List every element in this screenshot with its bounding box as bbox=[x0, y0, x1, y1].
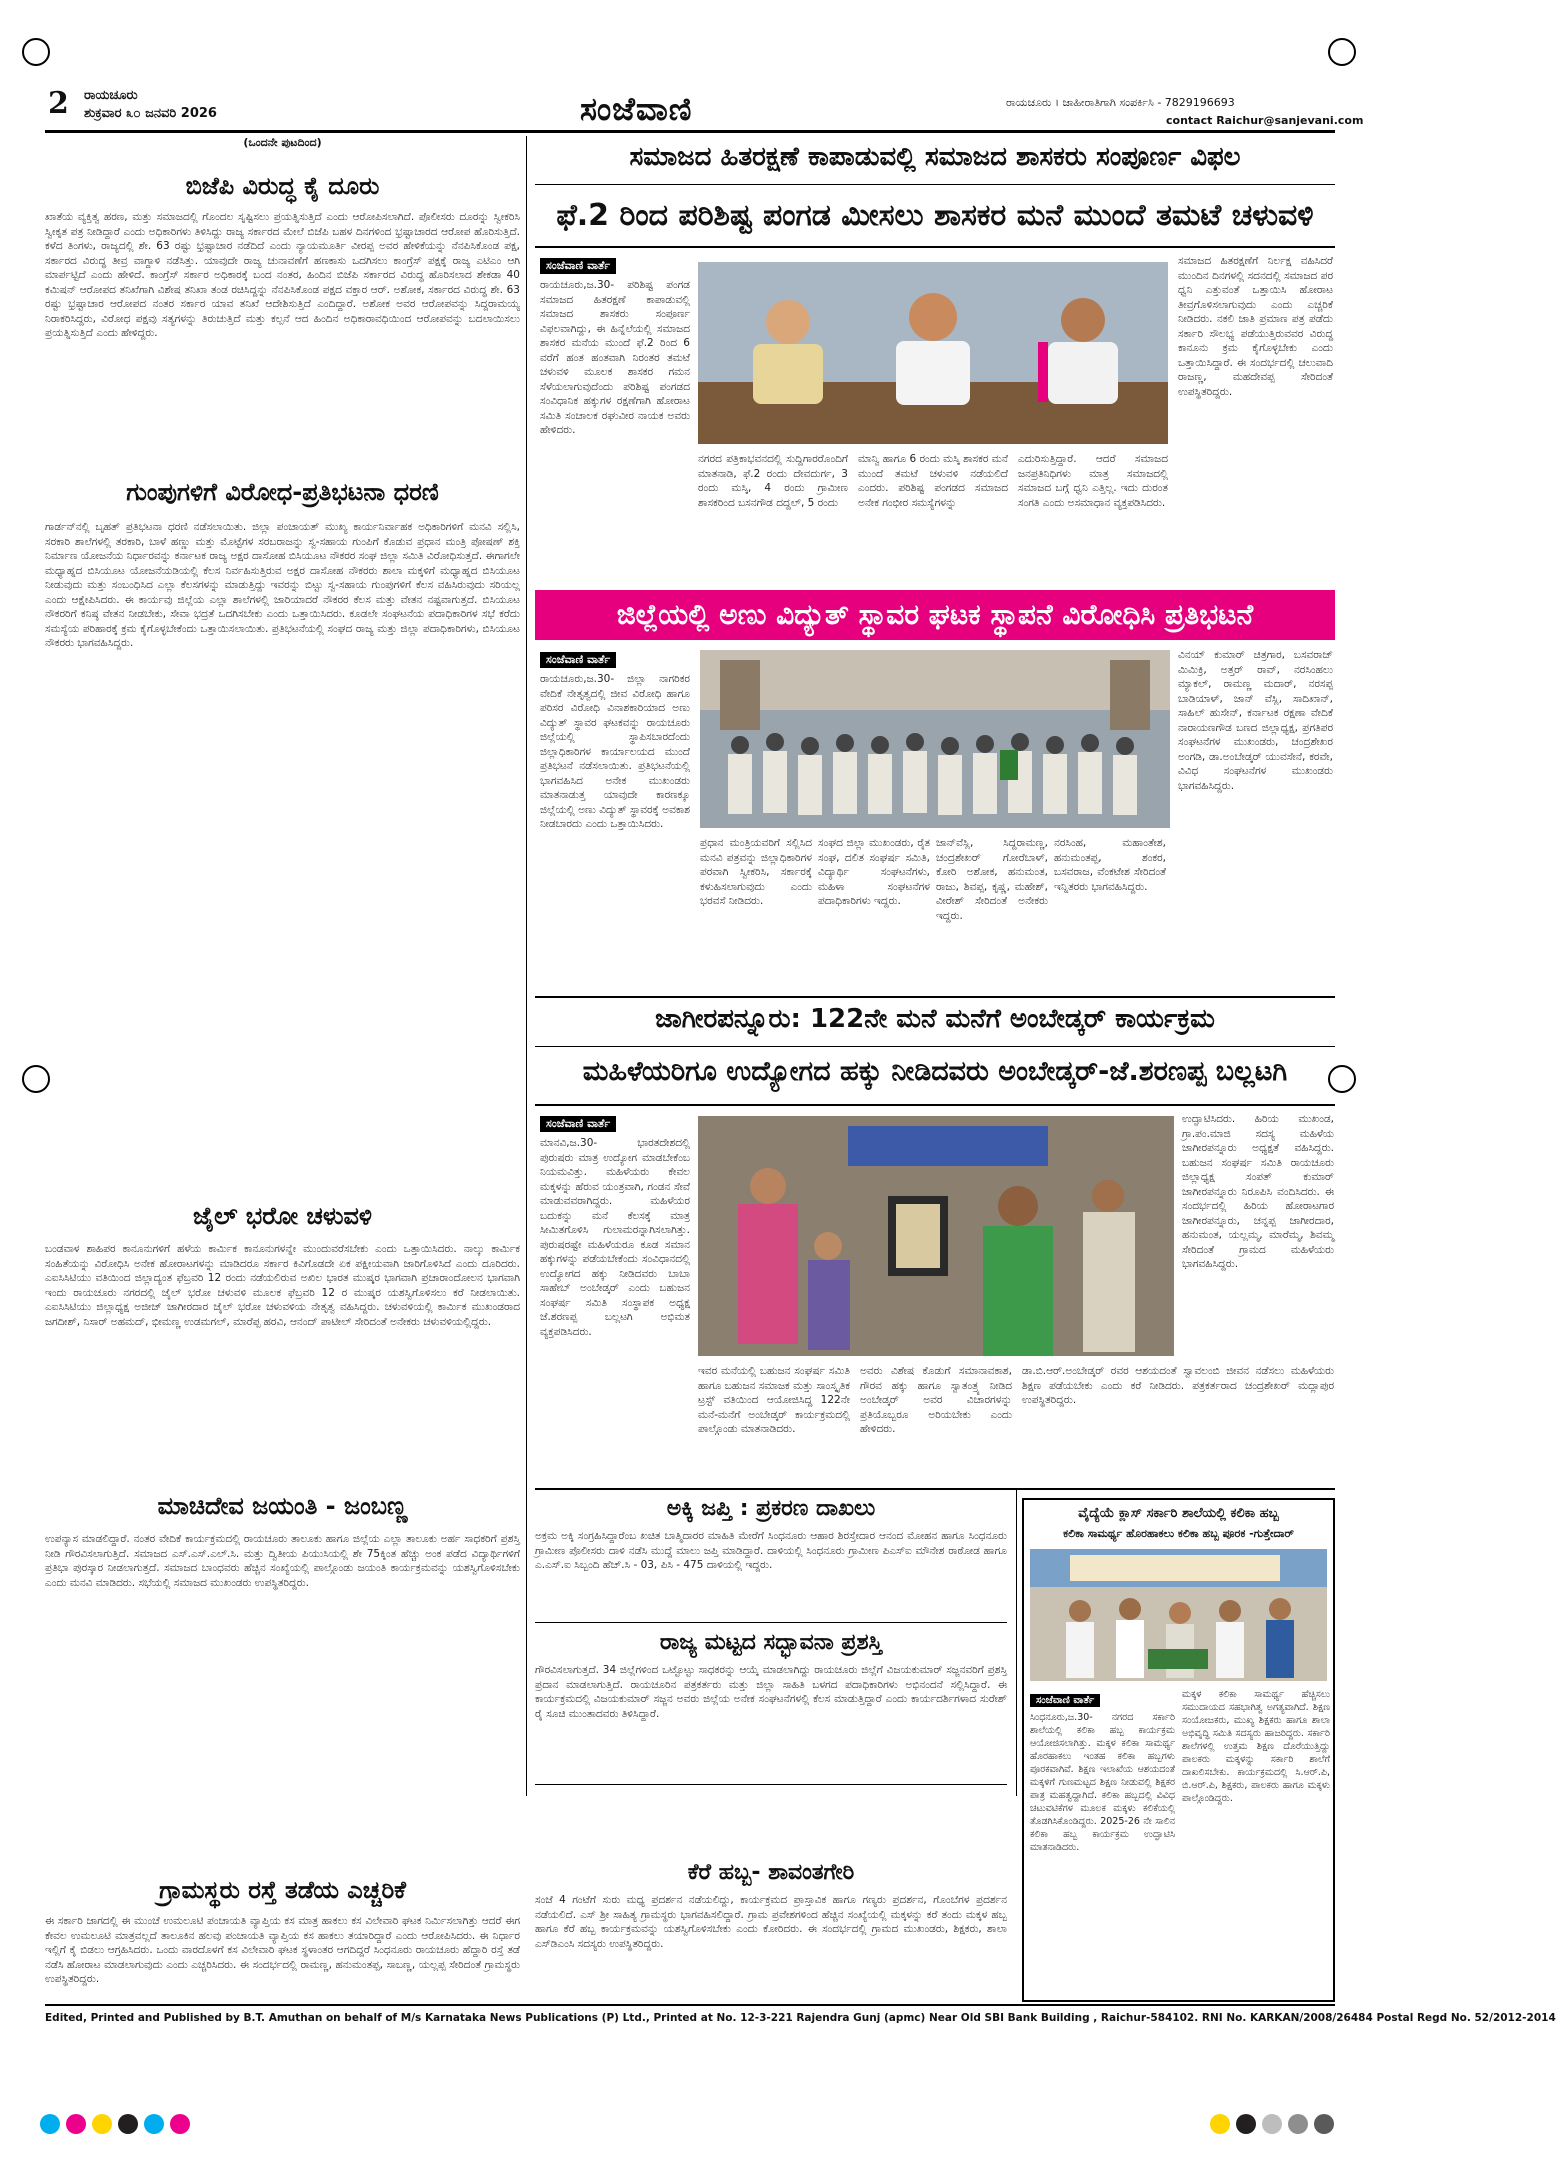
article-headline: ರಾಜ್ಯ ಮಟ್ಟದ ಸದ್ಭಾವನಾ ಪ್ರಶಸ್ತಿ bbox=[659, 1630, 883, 1655]
article-body: ಇವರ ಮನೆಯಲ್ಲಿ ಬಹುಜನ ಸಂಘರ್ಷ ಸಮಿತಿ ಹಾಗೂ ಬಹುಜನ ಸಮಾಜಕ ಮತ್ತು ಸಾಂಸ್ಕೃತಿಕ ಟ್ರಸ್ಟ್ ವತಿಯಿಂದ ಆಯೋಜಿಸಿದ್ದ 122ನೇ ಮನೆ-ಮನೆಗೆ ಅಂಬೇಡ್ಕರ್ ಕಾರ್ಯಕ್ರಮದಲ್ಲಿ ಪಾಲ್ಗೊಂಡು ಮಾತನಾಡಿದರು. bbox=[698, 1365, 850, 1435]
article-body: ನಗರದ ಪತ್ರಿಕಾಭವನದಲ್ಲಿ ಸುದ್ದಿಗಾರರೊಂದಿಗೆ ಮಾತನಾಡಿ, ಫೆ.2 ರಂದು ದೇವದುರ್ಗ, 3 ರಂದು ಮಸ್ಕಿ, 4 ರಂದು ಗ್ರಾಮೀಣ ಶಾಸಕರಿಂದ ಬಸನಗೌಡ ದದ್ದಲ್, 5 ರಂದು bbox=[698, 453, 848, 509]
article-body: ಖಾತೆಯ ವ್ಯಕ್ತಿತ್ವ ಹರಣ, ಮತ್ತು ಸಮಾಜದಲ್ಲಿ ಗೊಂದಲ ಸೃಷ್ಟಿಸಲು ಪ್ರಯತ್ನಿಸುತ್ತಿದೆ ಎಂದು ಆರೋಪಿಸಲಾಗಿದೆ. ಪೊಲೀಸರು ದೂರನ್ನು ಸ್ವೀಕರಿಸಿ ಸ್ವೀಕೃತ ಪತ್ರ ನೀಡಿದ್ದಾರೆ ಎಂದು ಅಧಿಕಾರಿಗಳು ತಿಳಿಸಿದ್ದು ರಾಜ್ಯ ಸರ್ಕಾರದ ಮೇಲೆ ಬಿಜೆಪಿ ಬಹಳ ದಿನಗಳಿಂದ ಭ್ರಷ್ಟಾಚಾರದ ಆರೋಪ ಹೊರಿಸುತ್ತಿದೆ. ಕಳೆದ ತಿಂಗಳು, ರಾಜ್ಯದಲ್ಲಿ ಶೇ. 63 ರಷ್ಟು ಭ್ರಷ್ಟಾಚಾರ ನಡೆದಿದೆ ಎಂದು ನ್ಯಾಯಮೂರ್ತಿ ವೀರಪ್ಪ ಅವರ ಹೇಳಿಕೆಯನ್ನು ನೆನಪಿಸಿಕೊಂಡ ಪಕ್ಷ, ಸರ್ಕಾರದ ವಿರುದ್ಧ ತೀವ್ರ ವಾಗ್ದಾಳಿ ನಡೆಸಿತ್ತು. ಯಾವುದೇ ರಾಜ್ಯ ಚುನಾವಣೆಗೆ ಹಣಕಾಸು ಒದಗಿಸಲು ಕಾಂಗ್ರೆಸ್ ಪಕ್ಷಕ್ಕೆ ರಾಜ್ಯ ಎಟಿಎಂ ಆಗಿ ಮಾರ್ಪಟ್ಟಿದೆ ಎಂದು ಹೇಳಿದೆ. ಕಾಂಗ್ರೆಸ್ ಸರ್ಕಾರ ಅಧಿಕಾರಕ್ಕೆ ಬಂದ ನಂತರ, ಹಿಂದಿನ ಬಿಜೆಪಿ ಸರ್ಕಾರದ ವಿರುದ್ಧ ಹೊರಿಸಲಾದ ಶೇಕಡಾ 40 ಕಮಿಷನ್ ಆರೋಪದ ತನಿಖೆಗಾಗಿ ವಿಶೇಷ ತನಿಖಾ ತಂಡ ರಚಿಸಿದ್ದನ್ನು ನೆನಪಿಸಿಕೊಂಡ ಪಕ್ಷದ ವಕ್ತಾರ ಆರ್. ಅಶೋಕ, ಸರ್ಕಾರದ ವಿರುದ್ಧ ಶೇ. 63 ರಷ್ಟು ಭ್ರಷ್ಟಾಚಾರ ಆರೋಪದ ನಂತರ ಸರ್ಕಾರ ಯಾವ ತನಿಖೆ ಆದೇಶಿಸುತ್ತಿದೆ ಎಂದಿದ್ದಾರೆ. ಅಶೋಕ ಅವರ ಆರೋಪವನ್ನು ಸಿದ್ದರಾಮಯ್ಯ ನಿರಾಕರಿಸಿದ್ದರು, ವಿರೋಧ ಪಕ್ಷವು ಸತ್ಯಗಳನ್ನು ತಿರುಚುತ್ತಿದೆ ಮತ್ತು ಕಲ್ಪನೆ ಆದ ಹಿಂದಿನ ಅಧಿಕಾರಾವಧಿಯಿಂದ ಆರೋಪವನ್ನು ಬದಲಾಯಿಸಲು ಪ್ರಯತ್ನಿಸುತ್ತಿದೆ ಎಂದು ಹೇಳಿದ್ದರು. bbox=[45, 211, 520, 339]
article-headline: ಗುಂಪುಗಳಿಗೆ ವಿರೋಧ-ಪ್ರತಿಭಟನಾ ಧರಣಿ bbox=[126, 478, 439, 506]
school-col-1 bbox=[1030, 1688, 1175, 2007]
article-body: ಸಿಂಧನೂರು,ಜ.30- ನಗರದ ಸರ್ಕಾರಿ ಶಾಲೆಯಲ್ಲಿ ಕಲಿಕಾ ಹಬ್ಬ ಕಾರ್ಯಕ್ರಮ ಆಯೋಜಿಸಲಾಗಿತ್ತು. ಮಕ್ಕಳ ಕಲಿಕಾ ಸಾಮರ್ಥ್ಯ ಹೊರಹಾಕಲು ಇಂತಹ ಕಲಿಕಾ ಹಬ್ಬಗಳು ಪೂರಕವಾಗಿವೆ. ಶಿಕ್ಷಣ ಇಲಾಖೆಯ ಆಶಯದಂತೆ ಮಕ್ಕಳಿಗೆ ಗುಣಮಟ್ಟದ ಶಿಕ್ಷಣ ನೀಡುವಲ್ಲಿ ಶಿಕ್ಷಕರ ಪಾತ್ರ ಮಹತ್ವದ್ದಾಗಿದೆ. ಕಲಿಕಾ ಹಬ್ಬದಲ್ಲಿ ವಿವಿಧ ಚಟುವಟಿಕೆಗಳ ಮೂಲಕ ಮಕ್ಕಳು ಕಲಿಕೆಯಲ್ಲಿ ತೊಡಗಿಸಿಕೊಂಡಿದ್ದರು. 2025-26 ನೇ ಸಾಲಿನ ಕಲಿಕಾ ಹಬ್ಬ ಕಾರ್ಯಕ್ರಮ ಉದ್ಘಾಟಿಸಿ ಮಾತನಾಡಿದರು. bbox=[1030, 1712, 1175, 1853]
article-body: ಈ ಸರ್ಕಾರಿ ಜಾಗದಲ್ಲಿ ಈ ಮುಂಚೆ ಉಮಲೂಟಿ ಪಂಚಾಯತಿ ವ್ಯಾಪ್ತಿಯ ಕಸ ಮಾತ್ರ ಹಾಕಲು ಕಸ ವಿಲೇವಾರಿ ಘಟಕ ನಿರ್ಮಿಸಲಾಗಿತ್ತು ಆದರೆ ಈಗ ಕೇವಲ ಉಮಲೂಟಿ ಮಾತ್ರವಲ್ಲದೆ ತಾಲೂಕಿನ ಹಲವು ಪಂಚಾಯತಿ ವ್ಯಾಪ್ತಿಯ ಕಸ ಹಾಕಲು ತಯಾರಿದ್ದಾರೆ ಎಂದು ಆರೋಪಿಸಿದರು. ಈ ನಿರ್ಧಾರ ಇಲ್ಲಿಗೆ ಕೈ ಬಿಡಲು ಆಗ್ರಹಿಸಿದರು. ಒಂದು ವಾರದೊಳಗೆ ಕಸ ವಿಲೇವಾರಿ ಘಟಕ ಸ್ಥಳಾಂತರ ಆಗದಿದ್ದರೆ ಸಿಂಧನೂರು ರಾಯಚೂರು ಹೆದ್ದಾರಿ ರಸ್ತೆ ತಡೆ ನಡೆಸಿ ಹೋರಾಟ ಮಾಡಲಾಗುವುದು ಎಂದು ಎಚ್ಚರಿಸಿದರು. ಈ ಸಂದರ್ಭದಲ್ಲಿ ರಾಮಣ್ಣ, ಹನುಮಂತಪ್ಪ, ಸಾಬಣ್ಣ, ಯಲ್ಲಪ್ಪ ಸೇರಿದಂತೆ ಗ್ರಾಮಸ್ಥರು ಉಪಸ್ಥಿತರಿದ್ದರು. bbox=[45, 1915, 520, 1985]
continued-note: (ಒಂದನೇ ಪುಟದಿಂದ) bbox=[243, 136, 322, 149]
color-swatch bbox=[1288, 2114, 1308, 2134]
contact-email: contact Raichur@sanjevani.com bbox=[1166, 114, 1364, 127]
article-body: ಅವರು ವಿಶೇಷ ಕೊಡುಗೆ ಸಮಾನಾವಕಾಶ, ಗೌರವ ಹಕ್ಕು ಹಾಗೂ ಸ್ವಾತಂತ್ರ್ಯ ನೀಡಿದ ಅಂಬೇಡ್ಕರ್ ಅವರ ವಿಚಾರಗಳನ್ನು ಪ್ರತಿಯೊಬ್ಬರೂ ಅರಿಯಬೇಕು ಎಂದು ಹೇಳಿದರು. bbox=[860, 1365, 1012, 1435]
ambedkar-kicker: ಜಾಗೀರಪನ್ನೂರು: 122ನೇ ಮನೆ ಮನೆಗೆ ಅಂಬೇಡ್ಕರ್ ಕಾರ್ಯಕ್ರಮ bbox=[655, 1004, 1215, 1034]
nuclear-headline-band: ಜಿಲ್ಲೆಯಲ್ಲಿ ಅಣು ವಿದ್ಯುತ್ ಸ್ಥಾವರ ಘಟಕ ಸ್ಥಾಪನೆ ವಿರೋಧಿಸಿ ಪ್ರತಿಭಟನೆ bbox=[535, 590, 1335, 640]
school-event-photo bbox=[1030, 1549, 1327, 1681]
color-bar-left bbox=[40, 2114, 196, 2138]
footer-rule bbox=[45, 2004, 1335, 2006]
rule bbox=[535, 1784, 1007, 1785]
edition-name: ರಾಯಚೂರು bbox=[84, 88, 138, 103]
rule bbox=[535, 184, 1335, 185]
color-swatch bbox=[1236, 2114, 1256, 2134]
article-headline: ಬಿಜೆಪಿ ವಿರುದ್ಧ ಕೈ ದೂರು bbox=[185, 172, 380, 200]
photo-illustration bbox=[698, 1116, 1174, 1356]
registration-mark bbox=[22, 38, 50, 66]
issue-date: ಶುಕ್ರವಾರ ೩೦ ಜನವರಿ 2026 bbox=[84, 106, 217, 121]
rule bbox=[535, 1622, 1007, 1623]
article-body: ಡಾ.ಬಿ.ಆರ್.ಅಂಬೇಡ್ಕರ್ ರವರ ಆಶಯದಂತೆ ಸ್ವಾವಲಂಬಿ ಜೀವನ ನಡೆಸಲು ಮಹಿಳೆಯರು ಶಿಕ್ಷಣ ಪಡೆಯಬೇಕು ಎಂದು ಕರೆ ನೀಡಿದರು. ಪತ್ರಕರ್ತರಾದ ಚಂದ್ರಶೇಖರ್ ಮದ್ಲಾಪುರ ಉಪಸ್ಥಿತರಿದ್ದರು. bbox=[1022, 1365, 1334, 1406]
article-body: ಮಾನವಿ,ಜ.30- ಭಾರತದೇಶದಲ್ಲಿ ಪುರುಷರು ಮಾತ್ರ ಉದ್ಯೋಗ ಮಾಡಬೇಕೆಂಬ ನಿಯಮವಿತ್ತು. ಮಹಿಳೆಯರು ಕೇವಲ ಮಕ್ಕಳನ್ನು ಹೆರುವ ಯಂತ್ರವಾಗಿ, ಗಂಡನ ಸೇವೆ ಮಾಡುವವರಾಗಿದ್ದರು. ಮಹಿಳೆಯರ ಬದುಕನ್ನು ಮನೆ ಕೆಲಸಕ್ಕೆ ಮಾತ್ರ ಸೀಮಿತಗೊಳಿಸಿ ಗುಲಾಮರನ್ನಾಗಿಸಲಾಗಿತ್ತು. ಪುರುಷರಷ್ಟೇ ಮಹಿಳೆಯರೂ ಕೂಡ ಸಮಾನ ಹಕ್ಕುಗಳನ್ನು ಪಡೆಯಬೇಕೆಂದು ಸಂವಿಧಾನದಲ್ಲಿ ಉದ್ಯೋಗದ ಹಕ್ಕು ನೀಡಿದವರು ಬಾಬಾ ಸಾಹೇಬ್ ಅಂಬೇಡ್ಕರ್ ಎಂದು ಬಹುಜನ ಸಂಘರ್ಷ ಸಮಿತಿ ಸಂಸ್ಥಾಪಕ ಅಧ್ಯಕ್ಷ ಜೆ.ಶರಣಪ್ಪ ಬಲ್ಲಟಗಿ ಅಭಿಮತ ವ್ಯಕ್ತಪಡಿಸಿದರು. bbox=[540, 1137, 690, 1338]
article-body: ಪ್ರಧಾನ ಮಂತ್ರಿಯವರಿಗೆ ಸಲ್ಲಿಸಿದ ಮನವಿ ಪತ್ರವನ್ನು ಜಿಲ್ಲಾಧಿಕಾರಿಗಳ ಪರವಾಗಿ ಸ್ವೀಕರಿಸಿ, ಸರ್ಕಾರಕ್ಕೆ ಕಳುಹಿಸಲಾಗುವುದು ಎಂದು ಭರವಸೆ ನೀಡಿದರು. bbox=[700, 837, 812, 907]
article-body: ಸಂಘದ ಜಿಲ್ಲಾ ಮುಖಂಡರು, ರೈತ ಸಂಘ, ದಲಿತ ಸಂಘರ್ಷ ಸಮಿತಿ, ವಿದ್ಯಾರ್ಥಿ ಸಂಘಟನೆಗಳು, ಮಹಿಳಾ ಸಂಘಟನೆಗಳ ಪದಾಧಿಕಾರಿಗಳು ಇದ್ದರು. bbox=[818, 837, 930, 907]
color-swatch bbox=[170, 2114, 190, 2134]
article-body: ಜಾನ್‌ವೆಸ್ಲಿ, ಸಿದ್ದರಾಮಣ್ಣ, ಚಂದ್ರಶೇಖರ್ ಗೋರೆಬಾಳ್, ಕೋರಿ ಅಶೋಕ, ಹನುಮಂತ, ರಾಜು, ಶಿವಪ್ಪ, ಕೃಷ್ಣ, ಮಹೇಶ್, ವೀರೇಶ್ ಸೇರಿದಂತೆ ಅನೇಕರು ಇದ್ದರು. bbox=[936, 837, 1048, 922]
article-body: ಉದ್ಘಾಟಿಸಿದರು. ಹಿರಿಯ ಮುಖಂಡ, ಗ್ರಾ.ಪಂ.ಮಾಜಿ ಸದಸ್ಯ ಮಹಿಳೆಯ ಜಾಗೀರಪನ್ನೂರು ಅಧ್ಯಕ್ಷತೆ ವಹಿಸಿದ್ದರು. ಬಹುಜನ ಸಂಘರ್ಷ ಸಮಿತಿ ರಾಯಚೂರು ಜಿಲ್ಲಾಧ್ಯಕ್ಷ ಸಂಪತ್ ಕುಮಾರ್ ಜಾಗೀರಪನ್ನೂರು ನಿರೂಪಿಸಿ ವಂದಿಸಿದರು. ಈ ಸಂದರ್ಭದಲ್ಲಿ ಹಿರಿಯ ಹೋರಾಟಗಾರ ಜಾಗೀರಪನ್ನೂರು, ಚನ್ನಪ್ಪ ಜಾಗೀರದಾರ, ಹನುಮಂತ, ಯಲ್ಲಮ್ಮ, ಮಾರೆಮ್ಮ, ಶಿವಮ್ಮ ಸೇರಿದಂತೆ ಗ್ರಾಮದ ಮಹಿಳೆಯರು ಭಾಗವಹಿಸಿದ್ದರು. bbox=[1182, 1113, 1334, 1270]
color-swatch bbox=[144, 2114, 164, 2134]
article-body: ನರಸಿಂಹ, ಮಹಾಂತೇಶ, ಹನುಮಂತಪ್ಪ, ಶಂಕರ, ಬಸವರಾಜ, ವೆಂಕಟೇಶ ಸೇರಿದಂತೆ ಇನ್ನಿತರರು ಭಾಗವಹಿಸಿದ್ದರು. bbox=[1054, 837, 1166, 893]
nuclear-col-1 bbox=[540, 648, 690, 1008]
fair-story bbox=[535, 1860, 1007, 2009]
ambedkar-event-photo bbox=[698, 1116, 1174, 1356]
article-body: ಗಾರ್ಡನ್‌ನಲ್ಲಿ ಬೃಹತ್ ಪ್ರತಿಭಟನಾ ಧರಣಿ ನಡೆಸಲಾಯಿತು. ಜಿಲ್ಲಾ ಪಂಚಾಯತ್ ಮುಖ್ಯ ಕಾರ್ಯನಿರ್ವಾಹಕ ಅಧಿಕಾರಿಗಳಿಗೆ ಮನವಿ ಸಲ್ಲಿಸಿ, ಸರಕಾರಿ ಶಾಲೆಗಳಲ್ಲಿ ತರಕಾರಿ, ಬಾಳೆ ಹಣ್ಣು ಮತ್ತು ಮೊಟ್ಟೆಗಳ ಸರಬರಾಜನ್ನು ಸ್ವ-ಸಹಾಯ ಗುಂಪಿಗೆ ಕೊಡುವ ಪ್ರಧಾನ ಮಂತ್ರಿ ಪೋಷಣ್ ಶಕ್ತಿ ನಿರ್ಮಾಣ ಯೋಜನೆಯ ನಿರ್ಧಾರವನ್ನು ಕರ್ನಾಟಕ ರಾಜ್ಯ ಅಕ್ಷರ ದಾಸೋಹ ಬಿಸಿಯೂಟ ನೌಕರರ ಸಂಘ ಜಿಲ್ಲಾ ಸಮಿತಿ ವಿರೋಧಿಸುತ್ತದೆ. ಈಗಾಗಲೇ ಮಧ್ಯಾಹ್ನದ ಬಿಸಿಯೂಟ ಯೋಜನೆಯಡಿಯಲ್ಲಿ ಕೆಲಸ ನಿರ್ವಹಿಸುತ್ತಿರುವ ಅಕ್ಷರ ದಾಸೋಹ ನೌಕರರು ಶಾಲಾ ಮಕ್ಕಳಿಗೆ ಮಧ್ಯಾಹ್ನದ ಬಿಸಿಯೂಟ ನೀಡುವುದು ಮತ್ತು ಸಂಬಂಧಿಸಿದ ಎಲ್ಲಾ ಕೆಲಸಗಳನ್ನು ಮಾಡುತ್ತಿದ್ದು ಇವರನ್ನು ಬಿಟ್ಟು ಸ್ವ-ಸಹಾಯ ಗುಂಪುಗಳಿಗೆ ಕೆಲಸ ವಹಿಸಿರುವುದು ಸರಿಯಲ್ಲ ಎಂದು ಆಕ್ಷೇಪಿಸಿದರು. ಈ ಕಾರ್ಯವು ಜಿಲ್ಲೆಯ ಎಲ್ಲಾ ಶಾಲೆಗಳಲ್ಲಿ ಜಾರಿಯಾದರೆ ನೌಕರರ ಕೆಲಸ ಮತ್ತು ವೇತನ ನಷ್ಟವಾಗುತ್ತದೆ. ಬಿಸಿಯೂಟ ನೌಕರರಿಗೆ ಕನಿಷ್ಠ ವೇತನ ನೀಡಬೇಕು, ಸೇವಾ ಭದ್ರತೆ ಒದಗಿಸಬೇಕು ಎಂದು ಒತ್ತಾಯಿಸಿದರು. ಕೂಡಲೇ ಸಂಘಟನೆಯ ಪದಾಧಿಕಾರಿಗಳ ಸಭೆ ಕರೆದು ಸಮಸ್ಯೆಯ ಪರಿಹಾರಕ್ಕೆ ಕ್ರಮ ಕೈಗೊಳ್ಳಬೇಕೆಂದು ಒತ್ತಾಯಿಸಲಾಯಿತು. ಪ್ರತಿಭಟನೆಯಲ್ಲಿ ಸಂಘದ ರಾಜ್ಯ ಮತ್ತು ಜಿಲ್ಲಾ ಪದಾಧಿಕಾರಿಗಳು, ಬಿಸಿಯೂಟ ನೌಕರರು ಭಾಗವಹಿಸಿದ್ದರು. bbox=[45, 521, 520, 649]
ambedkar-col-right bbox=[1182, 1112, 1334, 1358]
rule bbox=[535, 996, 1335, 998]
color-bar-right bbox=[1210, 2114, 1340, 2138]
lead-kicker: ಸಮಾಜದ ಹಿತರಕ್ಷಣೆ ಕಾಪಾಡುವಲ್ಲಿ ಸಮಾಜದ ಶಾಸಕರು ಸಂಪೂರ್ಣ ವಿಫಲ bbox=[629, 142, 1241, 172]
article-body: ರಾಯಚೂರು,ಜ.30- ಜಿಲ್ಲಾ ನಾಗರಿಕರ ವೇದಿಕೆ ನೇತೃತ್ವದಲ್ಲಿ ಜೀವ ವಿರೋಧಿ ಹಾಗೂ ಪರಿಸರ ವಿರೋಧಿ ವಿನಾಶಕಾರಿಯಾದ ಅಣು ವಿದ್ಯುತ್ ಸ್ಥಾವರ ಘಟಕವನ್ನು ರಾಯಚೂರು ಜಿಲ್ಲೆಯಲ್ಲಿ ಸ್ಥಾಪಿಸಬಾರದೆಂದು ಜಿಲ್ಲಾಧಿಕಾರಿಗಳ ಕಾರ್ಯಾಲಯದ ಮುಂದೆ ಪ್ರತಿಭಟನೆ ನಡೆಸಲಾಯಿತು. ಪ್ರತಿಭಟನೆಯಲ್ಲಿ ಭಾಗವಹಿಸಿದ ಅನೇಕ ಮುಖಂಡರು ಮಾತನಾಡುತ್ತ ಯಾವುದೇ ಕಾರಣಕ್ಕೂ ಜಿಲ್ಲೆಯಲ್ಲಿ ಅಣು ವಿದ್ಯುತ್ ಸ್ಥಾವರಕ್ಕೆ ಅವಕಾಶ ನೀಡಬಾರದು ಎಂದು ಒತ್ತಾಯಿಸಿದರು. bbox=[540, 673, 690, 830]
color-swatch bbox=[66, 2114, 86, 2134]
article-body: ಮಾನ್ವಿ ಹಾಗೂ 6 ರಂದು ಮಸ್ಕಿ ಶಾಸಕರ ಮನೆ ಮುಂದೆ ತಮಟೆ ಚಳುವಳಿ ನಡೆಯಲಿದೆ ಎಂದರು. ಪರಿಶಿಷ್ಟ ಪಂಗಡದ ಸಮಾಜದ ಅನೇಕ ಗಂಭೀರ ಸಮಸ್ಯೆಗಳನ್ನು bbox=[858, 453, 1008, 509]
photo-illustration bbox=[700, 650, 1170, 828]
school-headline: ಕಲಿಕಾ ಸಾಮರ್ಥ್ಯ ಹೊರಹಾಕಲು ಕಲಿಕಾ ಹಬ್ಬ ಪೂರಕ -ಗುತ್ತೇದಾರ್ bbox=[1063, 1527, 1294, 1540]
article-body: ಉಪನ್ಯಾಸ ಮಾಡಲಿದ್ದಾರೆ. ನಂತರ ವೇದಿಕೆ ಕಾರ್ಯಕ್ರಮದಲ್ಲಿ ರಾಯಚೂರು ತಾಲೂಕು ಹಾಗೂ ಜಿಲ್ಲೆಯ ಎಲ್ಲಾ ತಾಲೂಕು ಅರ್ಹ ಸಾಧಕರಿಗೆ ಪ್ರಶಸ್ತಿ ನೀಡಿ ಗೌರವಿಸಲಾಗುತ್ತಿದೆ. ಸಮಾಜದ ಎಸ್.ಎಸ್.ಎಲ್.ಸಿ. ಮತ್ತು ದ್ವಿತೀಯ ಪಿಯುಸಿಯಲ್ಲಿ ಶೇ 75ಕ್ಕಿಂತ ಹೆಚ್ಚು ಅಂಕ ಪಡೆದ ವಿದ್ಯಾರ್ಥಿಗಳಿಗೆ ಪ್ರತಿಭಾ ಪುರಸ್ಕಾರ ನೀಡಲಾಗುತ್ತದೆ. ಸಮಾಜದ ಬಾಂಧವರು ಹೆಚ್ಚಿನ ಸಂಖ್ಯೆಯಲ್ಲಿ ಪಾಲ್ಗೊಂಡು ಜಯಂತಿ ಕಾರ್ಯಕ್ರಮವನ್ನು ಯಶಸ್ವಿಗೊಳಿಸಬೇಕು ಎಂದು ಮನವಿ ಮಾಡಿದರು. ಸಭೆಯಲ್ಲಿ ಸಮಾಜದ ಮುಖಂಡರು ಉಪಸ್ಥಿತರಿದ್ದರು. bbox=[45, 1533, 520, 1589]
protest-photo bbox=[700, 650, 1170, 828]
logo: ಸಂಜೆವಾಣಿ bbox=[580, 90, 693, 128]
article-body: ಬಂಡವಾಳ ಶಾಹಿಪರ ಕಾನೂನುಗಳಿಗೆ ಹಳೆಯ ಕಾರ್ಮಿಕ ಕಾನೂನುಗಳನ್ನೇ ಮುಂದುವರೆಸಬೇಕು ಎಂದು ಒತ್ತಾಯಿಸಿದರು. ನಾಲ್ಕು ಕಾರ್ಮಿಕ ಸಂಹಿತೆಯನ್ನು ವಿರೋಧಿಸಿ ಅನೇಕ ಹೋರಾಟಗಳನ್ನು ಮಾಡಿದರೂ ಸರ್ಕಾರ ಕಿವಿಗೊಡದೇ ಏಕ ಪಕ್ಷೀಯವಾಗಿ ಜಾರಿಗೊಳಿಸಿದೆ ಎಂದು ದೂರಿದರು. ಎಐಸಿಸಿಟಿಯು ವತಿಯಿಂದ ಜಿಲ್ಲಾದ್ಯಂತ ಫೆಬ್ರವರಿ 12 ರಂದು ನಡೆಯಲಿರುವ ಅಖಿಲ ಭಾರತ ಮುಷ್ಕರ ಭಾಗವಾಗಿ ಪ್ರಚಾರಾಂದೋಲನ ಭಾಗವಾಗಿ ಇಂದು ರಾಯಚೂರು ನಗರದಲ್ಲಿ ಜೈಲ್ ಭರೋ ಚಳುವಳಿ ಮೂಲಕ ಫೆಬ್ರವರಿ 12 ರ ಮುಷ್ಕರ ಯಶಸ್ವಿಗೊಳಿಸಲು ಕರೆ ನೀಡಲಾಯಿತು. ಎಐಸಿಸಿಟಿಯು ಜಿಲ್ಲಾಧ್ಯಕ್ಷ ಅಜೀಜ್ ಜಾಗೀರದಾರ ಜೈಲ್ ಭರೋ ಚಳುವಳಿಯ ನೇತೃತ್ವ ವಹಿಸಿದ್ದರು. ಚಳುವಳಿಯಲ್ಲಿ ಕಾರ್ಮಿಕ ಮುಖಂಡರಾದ ಜಗದೀಶ್, ನಿಸಾರ್ ಅಹಮದ್, ಭೀಮಣ್ಣ ಉಡಮಗಲ್, ಮಾರೆಪ್ಪ ಹರವಿ, ಆನಂದ್ ಪಾಟೀಲ್ ಸೇರಿದಂತೆ ಅನೇಕರು ಚಳುವಳಿಯಲ್ಲಿದ್ದರು. bbox=[45, 1243, 520, 1328]
rice-story bbox=[535, 1496, 1007, 1615]
color-swatch bbox=[40, 2114, 60, 2134]
photo-illustration bbox=[1030, 1549, 1327, 1681]
byline-tag: ಸಂಜೆವಾಣಿ ವಾರ್ತೆ bbox=[1030, 1694, 1100, 1707]
byline-tag: ಸಂಜೆವಾಣಿ ವಾರ್ತೆ bbox=[540, 258, 616, 274]
byline-tag: ಸಂಜೆವಾಣಿ ವಾರ್ತೆ bbox=[540, 1116, 616, 1132]
left-column bbox=[45, 136, 520, 1985]
nuclear-col-right bbox=[1178, 648, 1333, 994]
column-divider bbox=[526, 136, 527, 1796]
rule bbox=[535, 1104, 1335, 1106]
press-meet-photo bbox=[698, 262, 1168, 444]
color-swatch bbox=[92, 2114, 112, 2134]
article-body: ಎದುರಿಸುತ್ತಿದ್ದಾರೆ. ಆದರೆ ಸಮಾಜದ ಜನಪ್ರತಿನಿಧಿಗಳು ಮಾತ್ರ ಸಮಾಜದಲ್ಲಿ ಸಮಾಜದ ಬಗ್ಗೆ ಧ್ವನಿ ಎತ್ತಿಲ್ಲ. ಇದು ದುರಂತ ಸಂಗತಿ ಎಂದು ಅಸಮಾಧಾನ ವ್ಯಕ್ತಪಡಿಸಿದರು. bbox=[1018, 453, 1168, 509]
color-swatch bbox=[1210, 2114, 1230, 2134]
color-swatch bbox=[118, 2114, 138, 2134]
photo-illustration bbox=[698, 262, 1168, 444]
lead-col-1 bbox=[540, 254, 690, 612]
article-body: ವಿನಯ್ ಕುಮಾರ್ ಚಿತ್ರಗಾರ, ಬಸವರಾಜ್ ಮಿಮಿಕ್ರಿ, ಅತ್ತರ್ ರಾವ್, ನರಸಿಂಹಲು ಮ್ಯಾಕಲ್, ರಾಮಣ್ಣ ಮದಾರ್, ನರಸಪ್ಪ ಬಾಡಿಯಾಳ್, ಜಾನ್ ವೆಸ್ಲಿ, ಸಾದಿಖಾನ್, ಸಾಹಿಲ್ ಹುಸೇನ್, ಕರ್ನಾಟಕ ರಕ್ಷಣಾ ವೇದಿಕೆ ನಾರಾಯಣಗೌಡ ಬಣದ ಜಿಲ್ಲಾಧ್ಯಕ್ಷ, ಪ್ರಗತಿಪರ ಸಂಘಟನೆಗಳ ಮುಖಂಡರು, ಚಂದ್ರಶೇಖರ ಅಂಗಡಿ, ಡಾ.ಅಂಬೇಡ್ಕರ್ ಯುವಸೇನೆ, ಕರವೇ, ವಿವಿಧ ಸಂಘಟನೆಗಳ ಮುಖಂಡರು ಭಾಗವಹಿಸಿದ್ದರು. bbox=[1178, 649, 1333, 792]
article-body: ರಾಯಚೂರು,ಜ.30- ಪರಿಶಿಷ್ಟ ಪಂಗಡ ಸಮಾಜದ ಹಿತರಕ್ಷಣೆ ಕಾಪಾಡುವಲ್ಲಿ ಸಮಾಜದ ಶಾಸಕರು ಸಂಪೂರ್ಣ ವಿಫಲವಾಗಿದ್ದು, ಈ ಹಿನ್ನೆಲೆಯಲ್ಲಿ ಸಮಾಜದ ಶಾಸಕರ ಮನೆಯ ಮುಂದೆ ಫೆ.2 ರಿಂದ 6 ವರೆಗೆ ಹಂತ ಹಂತವಾಗಿ ನಿರಂತರ ತಮಟೆ ಚಳುವಳಿ ಮೂಲಕ ಶಾಸಕರ ಗಮನ ಸೆಳೆಯಲಾಗುವುದೆಂದು ಪರಿಶಿಷ್ಟ ಪಂಗಡದ ಸಂವಿಧಾನಿಕ ಹಕ್ಕುಗಳ ರಕ್ಷಣೆಗಾಗಿ ಹೋರಾಟ ಸಮಿತಿ ಸಂಚಾಲಕ ರಘುವೀರ ನಾಯಕ ಅವರು ಹೇಳಿದರು. bbox=[540, 279, 690, 436]
column-divider bbox=[1016, 1490, 1017, 1796]
article-body: ಮಕ್ಕಳ ಕಲಿಕಾ ಸಾಮರ್ಥ್ಯ ಹೆಚ್ಚಿಸಲು ಸಮುದಾಯದ ಸಹಭಾಗಿತ್ವ ಅಗತ್ಯವಾಗಿದೆ. ಶಿಕ್ಷಣ ಸಂಯೋಜಕರು, ಮುಖ್ಯ ಶಿಕ್ಷಕರು ಹಾಗೂ ಶಾಲಾ ಅಭಿವೃದ್ಧಿ ಸಮಿತಿ ಸದಸ್ಯರು ಹಾಜರಿದ್ದರು. ಸರ್ಕಾರಿ ಶಾಲೆಗಳಲ್ಲಿ ಉತ್ತಮ ಶಿಕ್ಷಣ ದೊರೆಯುತ್ತಿದ್ದು ಪಾಲಕರು ಮಕ್ಕಳನ್ನು ಸರ್ಕಾರಿ ಶಾಲೆಗೆ ದಾಖಲಿಸಬೇಕು. ಕಾರ್ಯಕ್ರಮದಲ್ಲಿ ಸಿ.ಆರ್.ಪಿ, ಬಿ.ಆರ್.ಪಿ, ಶಿಕ್ಷಕರು, ಪಾಲಕರು ಹಾಗೂ ಮಕ್ಕಳು ಪಾಲ್ಗೊಂಡಿದ್ದರು. bbox=[1182, 1689, 1330, 1804]
color-swatch bbox=[1314, 2114, 1334, 2134]
rule bbox=[535, 1046, 1335, 1047]
lead-col-right bbox=[1178, 254, 1333, 588]
harmony-story bbox=[535, 1630, 1007, 1777]
ambedkar-col-1 bbox=[540, 1112, 690, 1468]
page-number: 2 bbox=[48, 86, 69, 121]
article-headline: ಕೆರೆ ಹಬ್ಬ- ಶಾವಂತಗೇರಿ bbox=[687, 1860, 855, 1885]
rule bbox=[535, 246, 1335, 248]
byline-tag: ಸಂಜೆವಾಣಿ ವಾರ್ತೆ bbox=[540, 652, 616, 668]
ambedkar-headline: ಮಹಿಳೆಯರಿಗೂ ಉದ್ಯೋಗದ ಹಕ್ಕು ನೀಡಿದವರು ಅಂಬೇಡ್ಕರ್-ಜೆ.ಶರಣಪ್ಪ ಬಲ್ಲಟಗಿ bbox=[582, 1056, 1288, 1087]
article-headline: ಮಾಚಿದೇವ ಜಯಂತಿ - ಜಂಬಣ್ಣ bbox=[157, 1492, 408, 1520]
registration-mark bbox=[1328, 38, 1356, 66]
rule bbox=[535, 1488, 1335, 1490]
masthead-rule bbox=[45, 130, 1335, 133]
color-swatch bbox=[1262, 2114, 1282, 2134]
lead-headline: ಫೆ.2 ರಿಂದ ಪರಿಶಿಷ್ಟ ಪಂಗಡ ಮೀಸಲು ಶಾಸಕರ ಮನೆ ಮುಂದೆ ತಮಟೆ ಚಳುವಳಿ bbox=[556, 198, 1314, 233]
school-kicker: ವೈದ್ಯೆಯೆ ಕ್ಲಾಸ್ ಸರ್ಕಾರಿ ಶಾಲೆಯಲ್ಲಿ ಕಲಿಕಾ ಹಬ್ಬ bbox=[1078, 1506, 1279, 1521]
article-body: ಗೌರವಿಸಲಾಗುತ್ತದೆ. 34 ಜಿಲ್ಲೆಗಳಿಂದ ಒಟ್ಟೊಟ್ಟು ಸಾಧಕರನ್ನು ಆಯ್ಕೆ ಮಾಡಲಾಗಿದ್ದು ರಾಯಚೂರು ಜಿಲ್ಲೆಗೆ ವಿಜಯಕುಮಾರ್ ಸಜ್ಜನವರಿಗೆ ಪ್ರಶಸ್ತಿ ಪ್ರದಾನ ಮಾಡಲಾಗುತ್ತಿದೆ. ರಾಯಚೂರಿನ ಪತ್ರಕರ್ತರು ಮತ್ತು ಜಿಲ್ಲಾ ಸಾಹಿತಿ ಬಳಗದ ಪದಾಧಿಕಾರಿಗಳು ಅಭಿನಂದನೆ ಸಲ್ಲಿಸಿದ್ದಾರೆ. ಈ ಕಾರ್ಯಕ್ರಮದಲ್ಲಿ ವಿಜಯಕುಮಾರ್ ಸಜ್ಜನ ಅವರು ಜಿಲ್ಲೆಯ ಅನೇಕ ಸಂಘಟನೆಗಳಲ್ಲಿ ಕೆಲಸ ಮಾಡುತ್ತಿದ್ದಾರೆ ಎಂದು ಕಾರ್ಯದರ್ಶಿಗಳಾದ ಸುರೇಶ್ ರೈ ಸೂಚಿ ಮುಂತಾದವರು ತಿಳಿಸಿದ್ದಾರೆ. bbox=[535, 1664, 1007, 1720]
advert-contact: ರಾಯಚೂರು । ಜಾಹೀರಾತಿಗಾಗಿ ಸಂಪರ್ಕಿಸಿ - 7829196693 bbox=[1006, 96, 1235, 109]
article-headline: ಗ್ರಾಮಸ್ಥರು ರಸ್ತೆ ತಡೆಯ ಎಚ್ಚರಿಕೆ bbox=[159, 1876, 406, 1904]
school-story-box bbox=[1022, 1498, 1335, 2002]
article-body: ಸಮಾಜದ ಹಿತರಕ್ಷಣೆಗೆ ನಿರ್ಲಕ್ಷ ವಹಿಸಿದರೆ ಮುಂದಿನ ದಿನಗಳಲ್ಲಿ ಸದನದಲ್ಲಿ ಸಮಾಜದ ಪರ ಧ್ವನಿ ಎತ್ತುವಂತೆ ಒತ್ತಾಯಿಸಿ ಹೋರಾಟ ತೀವ್ರಗೊಳಿಸಲಾಗುವುದು ಎಂದು ಎಚ್ಚರಿಕೆ ನೀಡಿದರು. ನಕಲಿ ಜಾತಿ ಪ್ರಮಾಣ ಪತ್ರ ಪಡೆದು ಸರ್ಕಾರಿ ಸೌಲಭ್ಯ ಪಡೆಯುತ್ತಿರುವವರ ವಿರುದ್ಧ ಕಾನೂನು ಕ್ರಮ ಕೈಗೊಳ್ಳಬೇಕು ಎಂದು ಒತ್ತಾಯಿಸಿದ್ದಾರೆ. ಈ ಸಂದರ್ಭದಲ್ಲಿ ಚಲುವಾದಿ ರಾಜಣ್ಣ, ಮಹದೇವಪ್ಪ ಸೇರಿದಂತೆ ಉಪಸ್ಥಿತರಿದ್ದರು. bbox=[1178, 255, 1333, 398]
imprint-line: Edited, Printed and Published by B.T. Amuthan on behalf of M/s Karnataka News Publications (P) Ltd., Printed at No. 12-3-221 Rajendra Gunj (apmc) Near Old SBI Bank Building , Raichur-584102. RNI No. KARKAN/2008/26484 Postal Regd No. 52/2012-2014 bbox=[45, 2012, 1556, 2024]
article-body: ಸಂಜೆ 4 ಗಂಟೆಗೆ ಸುರು ಮಧ್ಯ ಪ್ರದರ್ಶನ ನಡೆಯಲಿದ್ದು, ಕಾರ್ಯಕ್ರಮದ ಪ್ರಾಸ್ತಾವಿಕ ಹಾಗೂ ಗಣ್ಯರು ಪ್ರದರ್ಶನ, ಗೊಂಬೆಗಳ ಪ್ರದರ್ಶನ ನಡೆಯಲಿದೆ. ಎಸ್ ಶ್ರೀ ಸಾಹಿತ್ಯ ಗ್ರಾಮಸ್ಥರು ಭಾಗವಹಿಸಲಿದ್ದಾರೆ. ಗ್ರಾಮ ಪ್ರವೇಶಗಳಿಂದ ಹೆಚ್ಚಿನ ಸಂಖ್ಯೆಯಲ್ಲಿ ಮಕ್ಕಳನ್ನು ಕರೆ ತಂದು ಮಕ್ಕಳ ಹಬ್ಬ ಹಾಗೂ ಕೆರೆ ಹಬ್ಬ ಕಾರ್ಯಕ್ರಮವನ್ನು ಯಶಸ್ವಿಗೊಳಿಸಬೇಕು ಎಂದು ಕೋರಿದರು. ಈ ಸಂದರ್ಭದಲ್ಲಿ ಗ್ರಾಮದ ಮುಖಂಡರು, ಶಿಕ್ಷಕರು, ಶಾಲಾ ಎಸ್‌ಡಿಎಂಸಿ ಸದಸ್ಯರು ಉಪಸ್ಥಿತರಿದ್ದರು. bbox=[535, 1894, 1007, 1950]
article-headline: ಅಕ್ಕಿ ಜಪ್ತಿ : ಪ್ರಕರಣ ದಾಖಲು bbox=[666, 1496, 876, 1521]
article-headline: ಜೈಲ್ ಭರೋ ಚಳುವಳಿ bbox=[193, 1202, 372, 1230]
article-body: ಅಕ್ರಮ ಅಕ್ಕಿ ಸಂಗ್ರಹಿಸಿದ್ದಾರೆಂಬ ಖಚಿತ ಬಾತ್ಮಿದಾರರ ಮಾಹಿತಿ ಮೇರೆಗೆ ಸಿಂಧನೂರು ಆಹಾರ ಶಿರಸ್ತೇದಾರ ಆನಂದ ಮೋಹನ ಹಾಗೂ ಸಿಂಧನೂರು ಗ್ರಾಮೀಣ ಪೊಲೀಸರು ದಾಳಿ ನಡೆಸಿ ಮುದ್ದೆ ಮಾಲು ಜಪ್ತಿ ಮಾಡಿದ್ದಾರೆ. ದಾಳಿಯಲ್ಲಿ ಸಿಂಧನೂರು ಗ್ರಾಮೀಣ ಪಿಎಸ್‌ಐ ಮೌನೇಶ ರಾಠೋಡ ಹಾಗೂ ಎ.ಎಸ್.ಐ ಸಿಬ್ಬಂದಿ ಹೆಚ್‌.ಸಿ - 03, ಪಿಸಿ - 475 ದಾಳಿಯಲ್ಲಿ ಇದ್ದರು. bbox=[535, 1530, 1007, 1571]
